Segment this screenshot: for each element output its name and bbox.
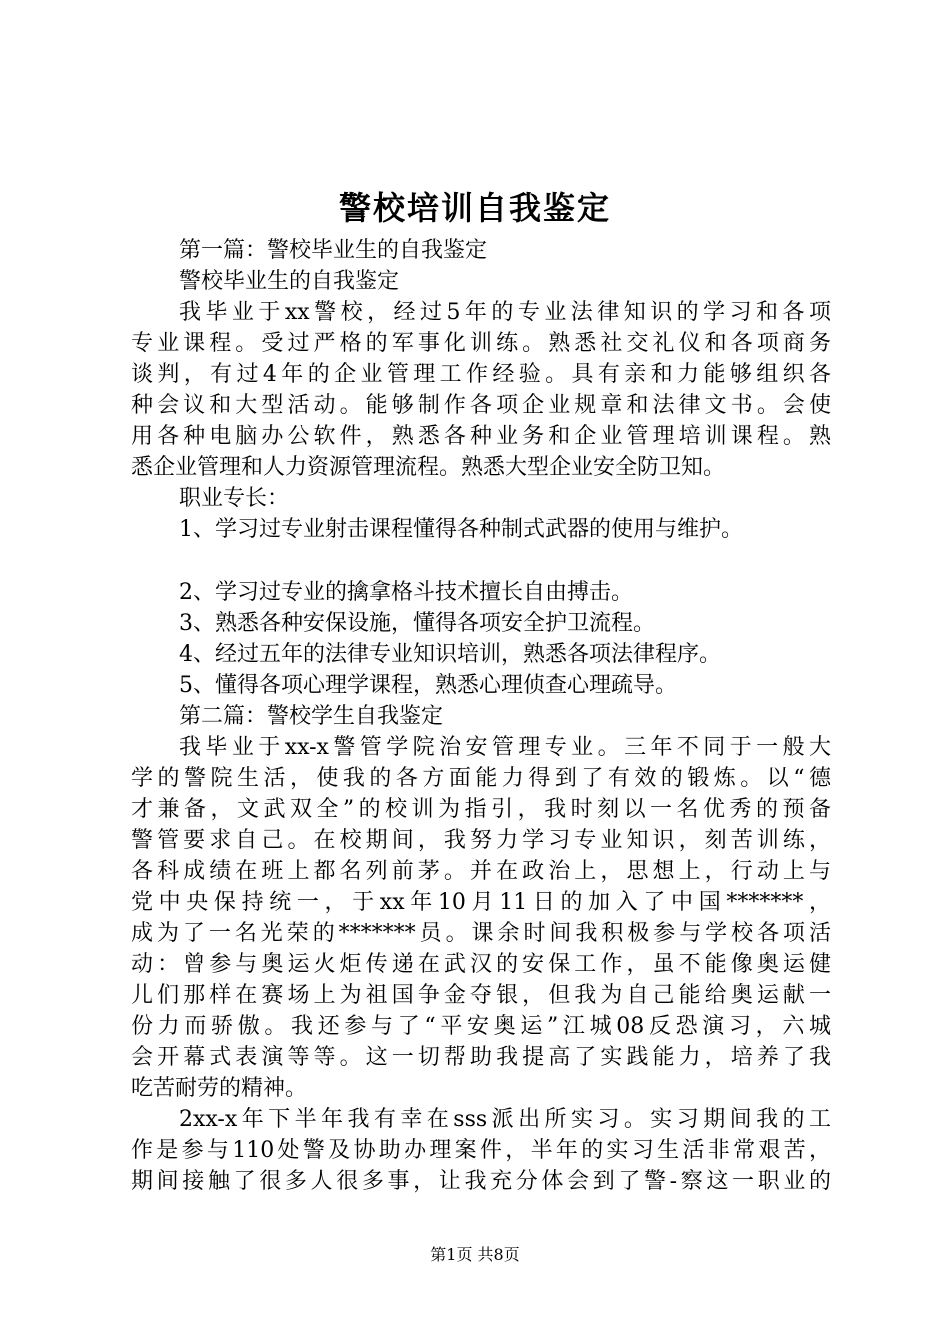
paragraph-line: 作是参与110处警及协助办理案件，半年的实习生活非常艰苦，: [131, 1138, 831, 1163]
paragraph-line: 警管要求自己。在校期间，我努力学习专业知识，刻苦训练，: [131, 828, 831, 853]
list-item: 4、经过五年的法律专业知识培训，熟悉各项法律程序。: [179, 642, 721, 667]
paragraph-line: 用各种电脑办公软件，熟悉各种业务和企业管理培训课程。熟: [131, 424, 831, 449]
paragraph-line: 份力而骄傲。我还参与了“平安奥运”江城08反恐演习，六城: [131, 1014, 831, 1039]
document-body: [131, 235, 831, 1197]
paragraph-line: 成为了一名光荣的*******员。课余时间我积极参与学校各项活: [131, 921, 831, 946]
paragraph-line: 2xx-x年下半年我有幸在sss派出所实习。实习期间我的工: [179, 1107, 831, 1132]
section-heading: 第一篇：警校毕业生的自我鉴定: [179, 238, 488, 263]
paragraph-line: 党中央保持统一，于xx年10月11日的加入了中国*******，: [131, 890, 831, 915]
paragraph-line: 各科成绩在班上都名列前茅。并在政治上，思想上，行动上与: [131, 859, 831, 884]
list-item: 5、懂得各项心理学课程，熟悉心理侦查心理疏导。: [179, 673, 677, 698]
paragraph-line: 专业课程。受过严格的军事化训练。熟悉社交礼仪和各项商务: [131, 331, 831, 356]
blank-line: [131, 545, 831, 577]
page-footer: 第1页 共8页: [430, 1245, 520, 1264]
list-heading: 职业专长：: [179, 486, 290, 511]
list-item: 1、学习过专业射击课程懂得各种制式武器的使用与维护。: [179, 517, 743, 542]
paragraph-line: 我毕业于xx-x警管学院治安管理专业。三年不同于一般大: [179, 735, 831, 760]
document-title: 警校培训自我鉴定: [338, 189, 611, 227]
paragraph-line: 会开幕式表演等等。这一切帮助我提高了实践能力，培养了我: [131, 1045, 831, 1070]
subheading: 警校毕业生的自我鉴定: [179, 269, 400, 294]
paragraph-line: 谈判，有过4年的企业管理工作经验。具有亲和力能够组织各: [131, 362, 831, 387]
list-item: 3、熟悉各种安保设施，懂得各项安全护卫流程。: [179, 611, 655, 636]
paragraph-line: 吃苦耐劳的精神。: [131, 1076, 308, 1101]
paragraph-line: 我毕业于xx警校，经过5年的专业法律知识的学习和各项: [179, 300, 831, 325]
paragraph-line: 期间接触了很多人很多事，让我充分体会到了警-察这一职业的: [131, 1169, 831, 1194]
paragraph-line: 儿们那样在赛场上为祖国争金夺银，但我为自己能给奥运献一: [131, 983, 831, 1008]
section-heading: 第二篇：警校学生自我鉴定: [179, 704, 444, 729]
list-item: 2、学习过专业的擒拿格斗技术擅长自由搏击。: [179, 580, 633, 605]
paragraph-line: 学的警院生活，使我的各方面能力得到了有效的锻炼。以“德: [131, 766, 831, 791]
paragraph-line: 悉企业管理和人力资源管理流程。熟悉大型企业安全防卫知。: [131, 455, 726, 480]
paragraph-line: 种会议和大型活动。能够制作各项企业规章和法律文书。会使: [131, 393, 831, 418]
paragraph-line: 才兼备，文武双全”的校训为指引，我时刻以一名优秀的预备: [131, 797, 831, 822]
paragraph-line: 动：曾参与奥运火炬传递在武汉的安保工作，虽不能像奥运健: [131, 952, 831, 977]
